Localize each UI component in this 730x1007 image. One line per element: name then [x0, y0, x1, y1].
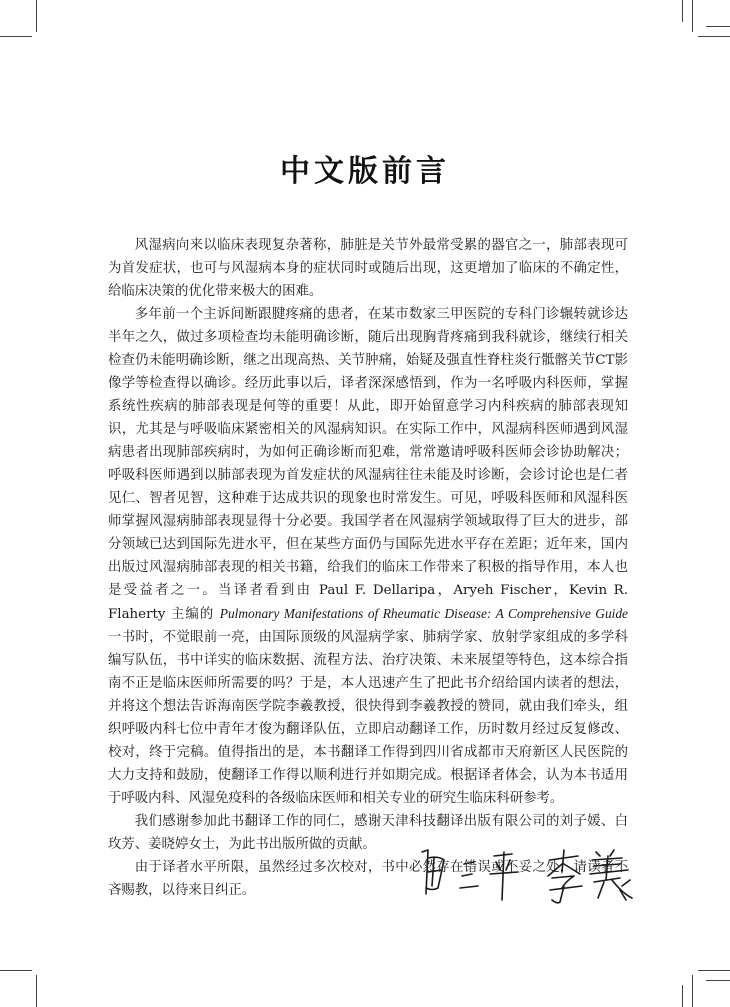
crop-mark-top-right-h2 [706, 26, 730, 27]
crop-mark-top-left-v [36, 0, 37, 32]
preface-paragraph-4: 由于译者水平所限，虽然经过多次校对，书中必然存在错误或不妥之处，请读者不吝赐教，以待来日纠正。 [108, 860, 628, 898]
crop-mark-top-left-h [0, 36, 32, 37]
crop-mark-bottom-left-h [0, 970, 32, 971]
crop-mark-bottom-right-h2 [706, 980, 730, 981]
preface-paragraph-2-part-2: 一书时，不觉眼前一亮，由国际顶级的风湿病学家、肺病学家、放射学家组成的多学科编写队伍，书中详实的临床数据、流程方法、治疗决策、未来展望等特色，这本综合指南不正是临床医师所需要的吗？于是，本人迅速产生了把此书介绍给国内读者的想法，并将这个想法告诉海南医学院李羲教授，很快得到李羲教授的赞同，就由我们牵头，组织呼吸内科七位中青年才俊为翻译队伍，立即启动翻译工作，历时数月经过反复修改、校对，终于完稿。值得指出的是，本书翻译工作得到四川省成都市天府新区人民医院的大力支持和鼓励，使翻译工作得以顺利进行并如期完成。根据译者体会，认为本书适用于呼吸内科、风湿免疫科的各级临床医师和相关专业的研究生临床科研参考。 [108, 630, 628, 806]
handwritten-signature [408, 846, 638, 906]
crop-mark-top-right-h [698, 36, 730, 37]
crop-mark-bottom-right-v [692, 975, 693, 1007]
crop-mark-bottom-left-v [36, 975, 37, 1007]
book-title: Pulmonary Manifestations of Rheumatic Disease: A Comprehensive Guide [219, 606, 629, 621]
preface-paragraph-2 [108, 303, 628, 810]
preface-body [108, 234, 628, 902]
page-title: 中文版前言 [280, 154, 450, 189]
preface-paragraph-2-part-1: 多年前一个主诉间断跟腱疼痛的患者，在某市数家三甲医院的专科门诊辗转就诊达半年之久，做过多项检查均未能明确诊断，随后出现胸背疼痛到我科就诊，继续行相关检查仍未能明确诊断，继之出现高热、关节肿痛，始疑及强直性脊柱炎行骶髂关节CT影像学等检查得以确诊。经历此事以后，译者深深感悟到，作为一名呼吸内科医师，掌握系统性疾病的肺部表现是何等的重要！从此，即开始留意学习内科疾病的肺部表现知识，尤其是与呼吸临床紧密相关的风湿病知识。在实际工作中，风湿病科医师遇到风湿病患者出现肺部疾病时，为如何正确诊断而犯难，常常邀请呼吸科医师会诊协助解决；呼吸科医师遇到以肺部表现为首发症状的风湿病往往未能及时诊断，会诊讨论也是仁者见仁、智者见智，这种难于达成共识的现象也时常发生。可见，呼吸科医师和风湿科医师掌握风湿病肺部表现显得十分必要。我国学者在风湿病学领域取得了巨大的进步，部分领域已达到国际先进水平，但在某些方面仍与国际先进水平存在差距；近年来，国内出版过风湿病肺部表现的相关书籍，给我们的临床工作带来了积极的指导作用，本人也是受益者之一。当译者看到由 Paul F. Dellaripa，Aryeh Fischer，Kevin R. Flaherty 主编的 [108, 307, 628, 622]
crop-mark-bottom-right-v2 [682, 985, 683, 1007]
crop-mark-top-right-v2 [682, 0, 683, 22]
crop-mark-top-right-v [692, 0, 693, 32]
crop-mark-bottom-right-h [698, 970, 730, 971]
preface-paragraph-1: 风湿病向来以临床表现复杂著称，肺脏是关节外最常受累的器官之一，肺部表现可为首发症状，也可与风湿病本身的症状同时或随后出现，这更增加了临床的不确定性，给临床决策的优化带来极大的困难。 [108, 238, 628, 299]
preface-paragraph-3: 我们感谢参加此书翻译工作的同仁，感谢天津科技翻译出版有限公司的刘子媛、白玫芳、姜晓婷女士，为此书出版所做的贡献。 [108, 814, 628, 852]
